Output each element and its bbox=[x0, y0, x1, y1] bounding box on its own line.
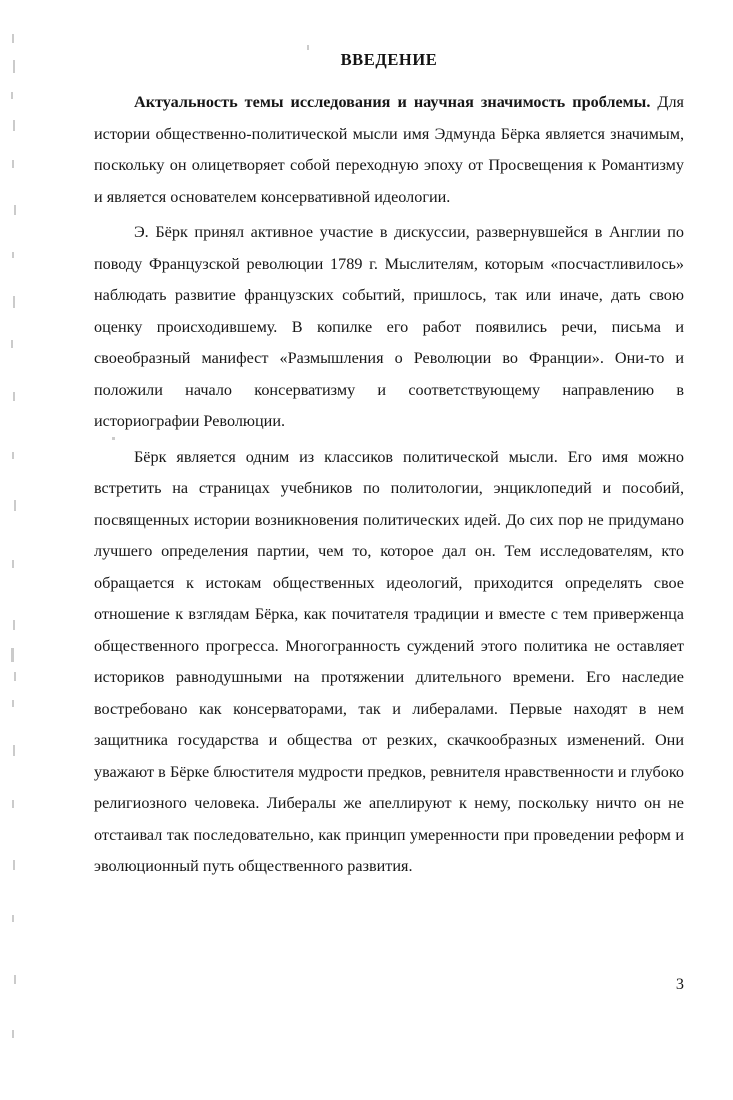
paragraph-3: Бёрк является одним из классиков политической мысли. Его имя можно встретить на страницах учебников по политологии, энциклопедий и пособий, посвященных истории возникновения политических идей. До сих пор не придумано лучшего определения партии, чем то, которое дал он. Тем исследователям, кто обращается к истокам общественных идеологий, приходится определять свое отношение к взглядам Бёрка, как почитателя традиции и вместе с тем приверженца общественного прогресса. Многогранность суждений этого политика не оставляет историков равнодушными на протяжении длительного времени. Его наследие востребовано как консерваторами, так и либералами. Первые находят в нем защитника государства и общества от резких, скачкообразных изменений. Они уважают в Бёрке блюстителя мудрости предков, ревнителя нравственности и глубоко религиозного человека. Либералы же апеллируют к нему, поскольку ничто он не отстаивал так последовательно, как принцип умеренности при проведении реформ и эволюционный путь общественного развития. bbox=[94, 447, 684, 875]
document-body bbox=[94, 50, 684, 993]
paragraph-2: Э. Бёрк принял активное участие в дискуссии, развернувшейся в Англии по поводу Французской революции 1789 г. Мыслителям, которым «посчастливилось» наблюдать развитие французских событий, пришлось, так или иначе, дать свою оценку происходившему. В копилке его работ появились речи, письма и своеобразный манифест «Размышления о Революции во Франции». Они-то и положили начало консерватизму и соответствующему направлению в историографии Революции. bbox=[94, 223, 684, 430]
paragraph-1 bbox=[94, 87, 684, 213]
page-title: ВВЕДЕНИЕ bbox=[340, 50, 438, 69]
paragraph-1-text: Для истории общественно-политической мысли имя Эдмунда Бёрка является значимым, поскольку он олицетворяет собой переходную эпоху от Просвещения к Романтизму и является основателем консервативной идеологии. bbox=[94, 93, 684, 206]
page-number: 3 bbox=[675, 975, 684, 993]
paragraph-1-lead: Актуальность темы исследования и научная значимость проблемы. bbox=[134, 93, 651, 111]
